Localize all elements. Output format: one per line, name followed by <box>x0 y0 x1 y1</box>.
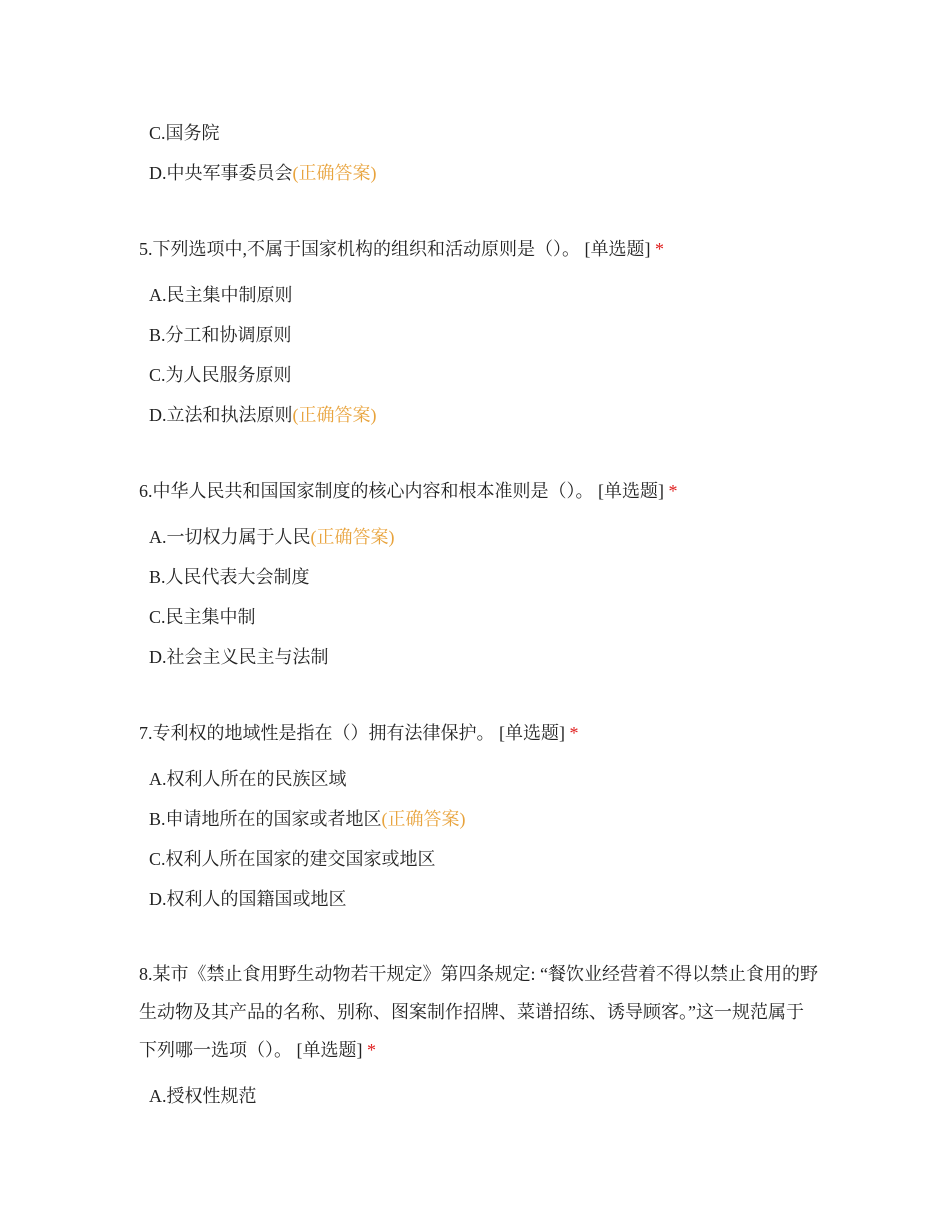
question-8 <box>139 955 819 1116</box>
question-6 <box>139 472 819 677</box>
option-label: B.人民代表大会制度 <box>149 567 310 587</box>
option-d[interactable] <box>149 153 829 193</box>
option-label: D.社会主义民主与法制 <box>149 647 329 667</box>
required-marker: * <box>367 1040 376 1060</box>
option-label: D.权利人的国籍国或地区 <box>149 889 347 909</box>
option-a[interactable] <box>149 759 829 799</box>
question-type: [单选题] <box>584 239 651 259</box>
option-label: A.民主集中制原则 <box>149 285 293 305</box>
option-a[interactable] <box>149 275 829 315</box>
correct-answer-tag: (正确答案) <box>292 163 377 183</box>
question-title <box>139 714 819 752</box>
option-label: C.为人民服务原则 <box>149 365 292 385</box>
question-type: [单选题] <box>598 481 664 501</box>
option-label: D.中央军事委员会 <box>149 163 293 183</box>
option-c[interactable] <box>149 113 829 153</box>
question-text: 中华人民共和国国家制度的核心内容和根本准则是（）。 <box>152 481 594 501</box>
question-number: 6. <box>139 481 153 501</box>
option-d[interactable] <box>149 879 829 919</box>
option-c[interactable] <box>149 839 829 879</box>
question-7 <box>139 714 819 919</box>
option-b[interactable] <box>149 557 829 597</box>
question-number: 5. <box>139 239 153 259</box>
option-label: A.权利人所在的民族区域 <box>149 769 347 789</box>
option-label: D.立法和执法原则 <box>149 405 293 425</box>
required-marker: * <box>655 239 664 259</box>
option-label: A.授权性规范 <box>149 1086 257 1106</box>
question-type: [单选题] <box>296 1040 363 1060</box>
question-number: 8. <box>139 964 153 984</box>
question-title <box>139 230 819 268</box>
question-5 <box>139 230 819 435</box>
option-c[interactable] <box>149 597 829 637</box>
question-number: 7. <box>139 723 153 743</box>
required-marker: * <box>668 481 678 501</box>
question-partial <box>139 113 819 193</box>
option-label: C.权利人所在国家的建交国家或地区 <box>149 849 436 869</box>
option-b[interactable] <box>149 799 829 839</box>
question-title <box>139 955 819 1069</box>
question-text: 下列选项中,不属于国家机构的组织和活动原则是（）。 <box>152 239 580 259</box>
option-a[interactable] <box>149 517 829 557</box>
option-label: C.民主集中制 <box>149 607 256 627</box>
correct-answer-tag: (正确答案) <box>292 405 377 425</box>
option-d[interactable] <box>149 637 829 677</box>
correct-answer-tag: (正确答案) <box>310 527 395 547</box>
question-text: 专利权的地域性是指在（）拥有法律保护。 <box>152 723 495 743</box>
question-title <box>139 472 819 510</box>
option-label: C.国务院 <box>149 123 220 143</box>
question-text: 某市《禁止食用野生动物若干规定》第四条规定: “餐饮业经营着不得以禁止食用的野生动物及其产品的名称、别称、图案制作招牌、菜谱招练、诱导顾客。”这一规范属于下列哪一选项（）。 <box>139 964 818 1060</box>
option-label: A.一切权力属于人民 <box>149 527 311 547</box>
option-label: B.申请地所在的国家或者地区 <box>149 809 382 829</box>
option-d[interactable] <box>149 395 829 435</box>
option-a[interactable] <box>149 1076 829 1116</box>
option-c[interactable] <box>149 355 829 395</box>
required-marker: * <box>569 723 579 743</box>
correct-answer-tag: (正确答案) <box>381 809 466 829</box>
option-label: B.分工和协调原则 <box>149 325 292 345</box>
question-type: [单选题] <box>499 723 565 743</box>
option-b[interactable] <box>149 315 829 355</box>
